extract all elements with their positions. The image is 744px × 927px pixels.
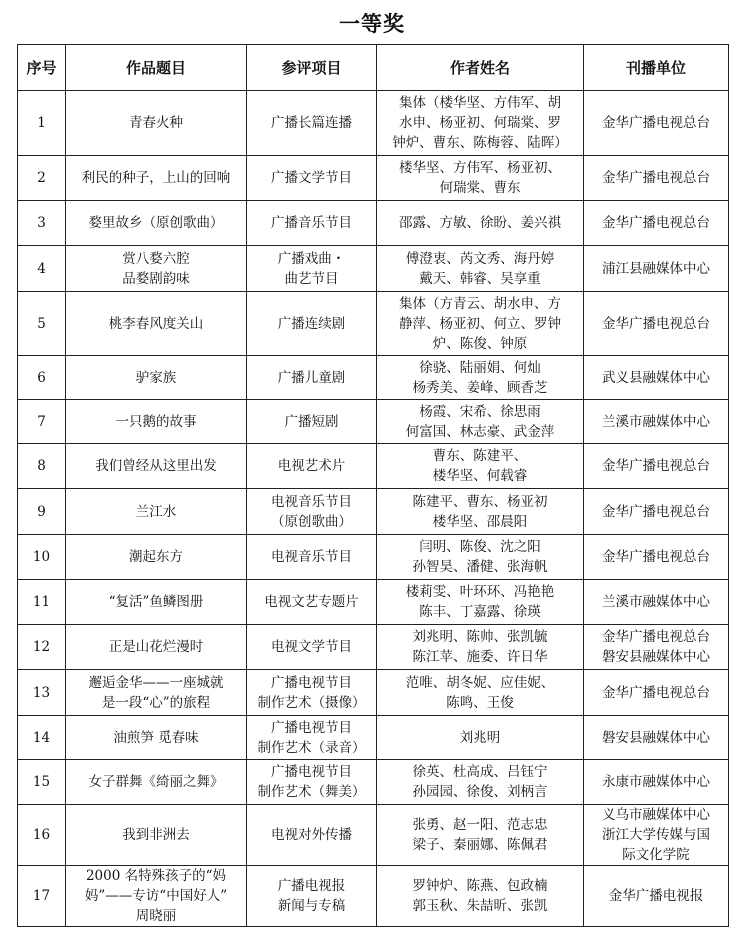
cell-authors: [377, 489, 584, 535]
cell-authors-line: 集体（方青云、胡水申、方: [399, 295, 561, 312]
table-row: [18, 805, 729, 866]
page-title: 一等奖: [339, 12, 405, 36]
table-row: [18, 716, 729, 760]
cell-no: 3: [18, 201, 66, 246]
header-title: 作品题目: [66, 45, 247, 91]
cell-unit: [584, 201, 729, 246]
cell-no: 2: [18, 156, 66, 201]
cell-authors-line: 水申、杨亚初、何瑞棠、罗: [399, 115, 561, 131]
cell-unit-line: 武义县融媒体中心: [602, 369, 710, 386]
cell-authors: [377, 400, 584, 444]
cell-category-line: 广播电视节目: [271, 674, 352, 691]
table-row: [18, 866, 729, 927]
cell-category: [247, 670, 377, 716]
cell-title-line: 正是山花烂漫时: [108, 639, 204, 655]
cell-category-line: （原创歌曲）: [271, 513, 352, 530]
cell-title: [66, 246, 247, 292]
cell-no: 16: [18, 805, 66, 866]
cell-authors-line: 静萍、杨亚初、何立、罗钟: [399, 315, 561, 332]
cell-title: [66, 444, 247, 489]
cell-title-line: 周晓丽: [135, 908, 177, 924]
table-row: [18, 580, 729, 625]
cell-category: [247, 489, 377, 535]
cell-authors-line: 梁子、秦丽娜、陈佩君: [412, 837, 548, 853]
cell-authors-line: 孙园园、徐俊、刘柄言: [412, 784, 548, 800]
cell-authors: [377, 535, 584, 580]
cell-category: [247, 356, 377, 400]
cell-title-line: 潮起东方: [129, 549, 183, 565]
table-row: [18, 156, 729, 201]
cell-title-line: 兰江水: [135, 503, 177, 520]
cell-title: [66, 670, 247, 716]
cell-authors: [377, 444, 584, 489]
cell-authors-line: 何富国、林志豪、武金萍: [405, 423, 555, 440]
cell-category-line: 电视音乐节目: [271, 549, 352, 565]
cell-authors-line: 楼华坚、何载睿: [432, 468, 528, 484]
cell-authors-line: 徐骁、陆丽娟、何灿: [419, 359, 541, 376]
cell-title-line: 桃李春风度关山: [108, 315, 204, 332]
cell-unit: [584, 716, 729, 760]
cell-authors-line: 郭玉秋、朱喆昕、张凯: [412, 898, 548, 914]
cell-no: 4: [18, 246, 66, 292]
cell-authors: [377, 760, 584, 805]
table-row: [18, 292, 729, 356]
cell-authors-line: 陈鸣、王俊: [446, 694, 514, 711]
cell-title-line: 一只鹅的故事: [115, 413, 197, 430]
cell-category-line: 电视文学节目: [271, 639, 352, 655]
cell-title-line: 利民的种子，上山的回响: [81, 170, 231, 186]
cell-category: [247, 201, 377, 246]
cell-title-line: 是一段“心”的旅程: [101, 694, 211, 711]
cell-unit-line: 金华广播电视总台: [602, 458, 710, 474]
cell-unit-line: 金华广播电视总台: [602, 115, 710, 131]
cell-title: [66, 580, 247, 625]
cell-unit: [584, 91, 729, 156]
cell-unit: [584, 535, 729, 580]
cell-category: [247, 760, 377, 805]
cell-unit-line: 金华广播电视总台: [602, 503, 710, 520]
cell-authors: [377, 625, 584, 670]
cell-authors-line: 钟炉、曹东、陈梅蓉、陆晖）: [392, 135, 568, 151]
cell-unit: [584, 760, 729, 805]
cell-authors-line: 楼华坚、方伟军、杨亚初、: [399, 160, 561, 176]
table-row: [18, 356, 729, 400]
cell-unit: [584, 866, 729, 927]
cell-authors-line: 集体（楼华坚、方伟军、胡: [399, 95, 561, 111]
cell-unit: [584, 670, 729, 716]
cell-unit: [584, 625, 729, 670]
cell-category-line: 电视音乐节目: [271, 493, 352, 510]
cell-category: [247, 625, 377, 670]
cell-title: [66, 535, 247, 580]
cell-category-line: 制作艺术（舞美）: [257, 784, 366, 800]
cell-title-line: 邂逅金华——一座城就: [88, 674, 224, 691]
table-row: [18, 625, 729, 670]
cell-unit-line: 金华广播电视总台: [602, 170, 710, 186]
cell-authors-line: 何瑞棠、曹东: [439, 180, 521, 196]
cell-title-line: 妈”——专访“中国好人”: [84, 888, 228, 904]
cell-category: [247, 400, 377, 444]
table-row: [18, 670, 729, 716]
cell-no: 5: [18, 292, 66, 356]
cell-authors: [377, 670, 584, 716]
cell-no: 8: [18, 444, 66, 489]
cell-unit-line: 金华广播电视总台: [602, 315, 710, 332]
cell-unit-line: 义乌市融媒体中心: [602, 807, 710, 823]
header-unit: 刊播单位: [584, 45, 729, 91]
cell-category-line: 制作艺术（摄像）: [257, 694, 366, 711]
cell-unit-line: 金华广播电视总台: [602, 629, 710, 645]
cell-unit: [584, 444, 729, 489]
cell-no: 6: [18, 356, 66, 400]
cell-unit-line: 金华广播电视报: [608, 888, 704, 904]
cell-unit-line: 磐安县融媒体中心: [602, 729, 710, 746]
cell-authors-line: 张勇、赵一阳、范志忠: [412, 817, 548, 833]
cell-category-line: 电视文艺专题片: [264, 594, 359, 610]
cell-authors-line: 杨霞、宋希、徐思雨: [419, 403, 541, 420]
awards-table: [17, 44, 729, 927]
cell-category: [247, 246, 377, 292]
cell-unit-line: 金华广播电视总台: [602, 215, 710, 231]
cell-title-line: 赏八婺六腔: [122, 250, 190, 267]
cell-unit: [584, 805, 729, 866]
cell-authors: [377, 866, 584, 927]
cell-unit: [584, 580, 729, 625]
cell-authors: [377, 246, 584, 292]
cell-no: 17: [18, 866, 66, 927]
cell-category-line: 广播电视节目: [271, 719, 352, 736]
cell-no: 7: [18, 400, 66, 444]
cell-title-line: 我们曾经从这里出发: [95, 458, 217, 474]
cell-category-line: 广播短剧: [284, 413, 339, 430]
cell-title-line: “复活”鱼鳞图册: [108, 594, 204, 610]
cell-authors-line: 戴天、韩睿、吴享重: [419, 270, 541, 287]
cell-authors: [377, 91, 584, 156]
cell-unit: [584, 400, 729, 444]
cell-title: [66, 866, 247, 927]
table-row: [18, 535, 729, 580]
cell-no: 12: [18, 625, 66, 670]
cell-authors-line: 楼华坚、邵晨阳: [432, 513, 528, 530]
table-header-row: [18, 45, 729, 91]
cell-category-line: 制作艺术（录音）: [257, 739, 366, 756]
cell-no: 15: [18, 760, 66, 805]
cell-category-line: 广播连续剧: [277, 315, 346, 332]
cell-title: [66, 805, 247, 866]
cell-authors-line: 闫明、陈俊、沈之阳: [419, 539, 541, 555]
header-no: 序号: [18, 45, 66, 91]
cell-title: [66, 400, 247, 444]
cell-title-line: 女子群舞《绮丽之舞》: [88, 774, 224, 790]
cell-unit: [584, 489, 729, 535]
cell-no: 1: [18, 91, 66, 156]
cell-title: [66, 91, 247, 156]
cell-title-line: 青春火种: [129, 115, 183, 131]
cell-category-line: 电视对外传播: [271, 827, 352, 843]
cell-no: 13: [18, 670, 66, 716]
cell-title: [66, 356, 247, 400]
cell-category-line: 广播电视节目: [271, 764, 352, 780]
cell-authors-line: 刘兆明: [459, 729, 501, 746]
cell-authors: [377, 580, 584, 625]
cell-title-line: 油煎笋 觅春味: [113, 729, 199, 746]
cell-unit: [584, 156, 729, 201]
cell-no: 9: [18, 489, 66, 535]
cell-authors: [377, 201, 584, 246]
cell-authors-line: 罗钟炉、陈燕、包政楠: [412, 878, 548, 894]
cell-authors-line: 楼莉雯、叶环环、冯艳艳: [405, 584, 555, 600]
cell-category-line: 广播文学节目: [271, 170, 352, 186]
cell-unit-line: 际文化学院: [622, 847, 690, 863]
cell-category-line: 广播儿童剧: [277, 369, 346, 386]
cell-category: [247, 580, 377, 625]
cell-title: [66, 625, 247, 670]
table-row: [18, 760, 729, 805]
table-row: [18, 400, 729, 444]
header-authors: 作者姓名: [377, 45, 584, 91]
cell-title: [66, 201, 247, 246]
cell-category-line: 广播电视报: [277, 878, 346, 894]
cell-authors-line: 炉、陈俊、钟原: [432, 335, 528, 352]
cell-authors: [377, 716, 584, 760]
cell-unit-line: 浙江大学传媒与国: [602, 827, 710, 843]
cell-unit-line: 浦江县融媒体中心: [602, 260, 710, 277]
cell-title: [66, 760, 247, 805]
cell-authors-line: 范唯、胡冬妮、应佳妮、: [405, 674, 555, 691]
cell-title: [66, 292, 247, 356]
cell-authors-line: 邵露、方敏、徐盼、姜兴祺: [399, 215, 561, 231]
cell-authors-line: 徐英、杜高成、吕钰宁: [412, 764, 548, 780]
cell-category: [247, 805, 377, 866]
cell-unit-line: 金华广播电视总台: [602, 684, 710, 701]
table-row: [18, 246, 729, 292]
cell-authors-line: 陈丰、丁嘉露、徐瑛: [419, 604, 541, 620]
cell-authors: [377, 356, 584, 400]
cell-unit-line: 金华广播电视总台: [602, 549, 710, 565]
cell-authors: [377, 156, 584, 201]
header-category: 参评项目: [247, 45, 377, 91]
table-row: [18, 444, 729, 489]
cell-authors-line: 刘兆明、陈帅、张凯毓: [412, 629, 548, 645]
cell-unit-line: 永康市融媒体中心: [602, 774, 710, 790]
cell-category-line: 电视艺术片: [277, 458, 346, 474]
cell-authors-line: 曹东、陈建平、: [432, 448, 528, 464]
cell-unit: [584, 246, 729, 292]
cell-category: [247, 292, 377, 356]
cell-unit-line: 兰溪市融媒体中心: [602, 594, 710, 610]
table-row: [18, 201, 729, 246]
cell-title: [66, 489, 247, 535]
cell-category: [247, 156, 377, 201]
cell-unit-line: 磐安县融媒体中心: [602, 649, 710, 665]
cell-title-line: 我到非洲去: [122, 827, 190, 843]
table-row: [18, 489, 729, 535]
cell-category-line: 曲艺节目: [284, 270, 339, 287]
cell-unit-line: 兰溪市融媒体中心: [602, 413, 710, 430]
cell-category: [247, 91, 377, 156]
cell-category-line: 广播长篇连播: [271, 115, 352, 131]
cell-authors-line: 陈建平、曹东、杨亚初: [412, 493, 548, 510]
cell-unit: [584, 292, 729, 356]
cell-authors-line: 杨秀美、姜峰、顾香芝: [412, 379, 548, 396]
cell-authors-line: 孙智昊、潘健、张海帆: [412, 559, 548, 575]
cell-category: [247, 444, 377, 489]
cell-title: [66, 716, 247, 760]
cell-no: 10: [18, 535, 66, 580]
cell-category-line: 广播音乐节目: [271, 215, 352, 231]
cell-category-line: 新闻与专稿: [277, 898, 346, 914]
cell-no: 11: [18, 580, 66, 625]
cell-title-line: 品婺剧韵味: [122, 270, 190, 287]
cell-authors-line: 陈江苹、施委、许日华: [412, 649, 548, 665]
cell-unit: [584, 356, 729, 400]
cell-authors: [377, 805, 584, 866]
cell-category-line: 广播戏曲・: [277, 250, 346, 267]
cell-no: 14: [18, 716, 66, 760]
cell-title-line: 驴家族: [135, 369, 177, 386]
cell-authors: [377, 292, 584, 356]
cell-title-line: 2000 名特殊孩子的“妈: [85, 868, 227, 884]
table-row: [18, 91, 729, 156]
table-body: [18, 91, 729, 927]
cell-authors-line: 傅澄衷、芮文秀、海丹婷: [405, 250, 555, 267]
cell-category: [247, 866, 377, 927]
cell-title-line: 婺里故乡（原创歌曲）: [88, 215, 224, 231]
cell-category: [247, 535, 377, 580]
cell-title: [66, 156, 247, 201]
cell-category: [247, 716, 377, 760]
